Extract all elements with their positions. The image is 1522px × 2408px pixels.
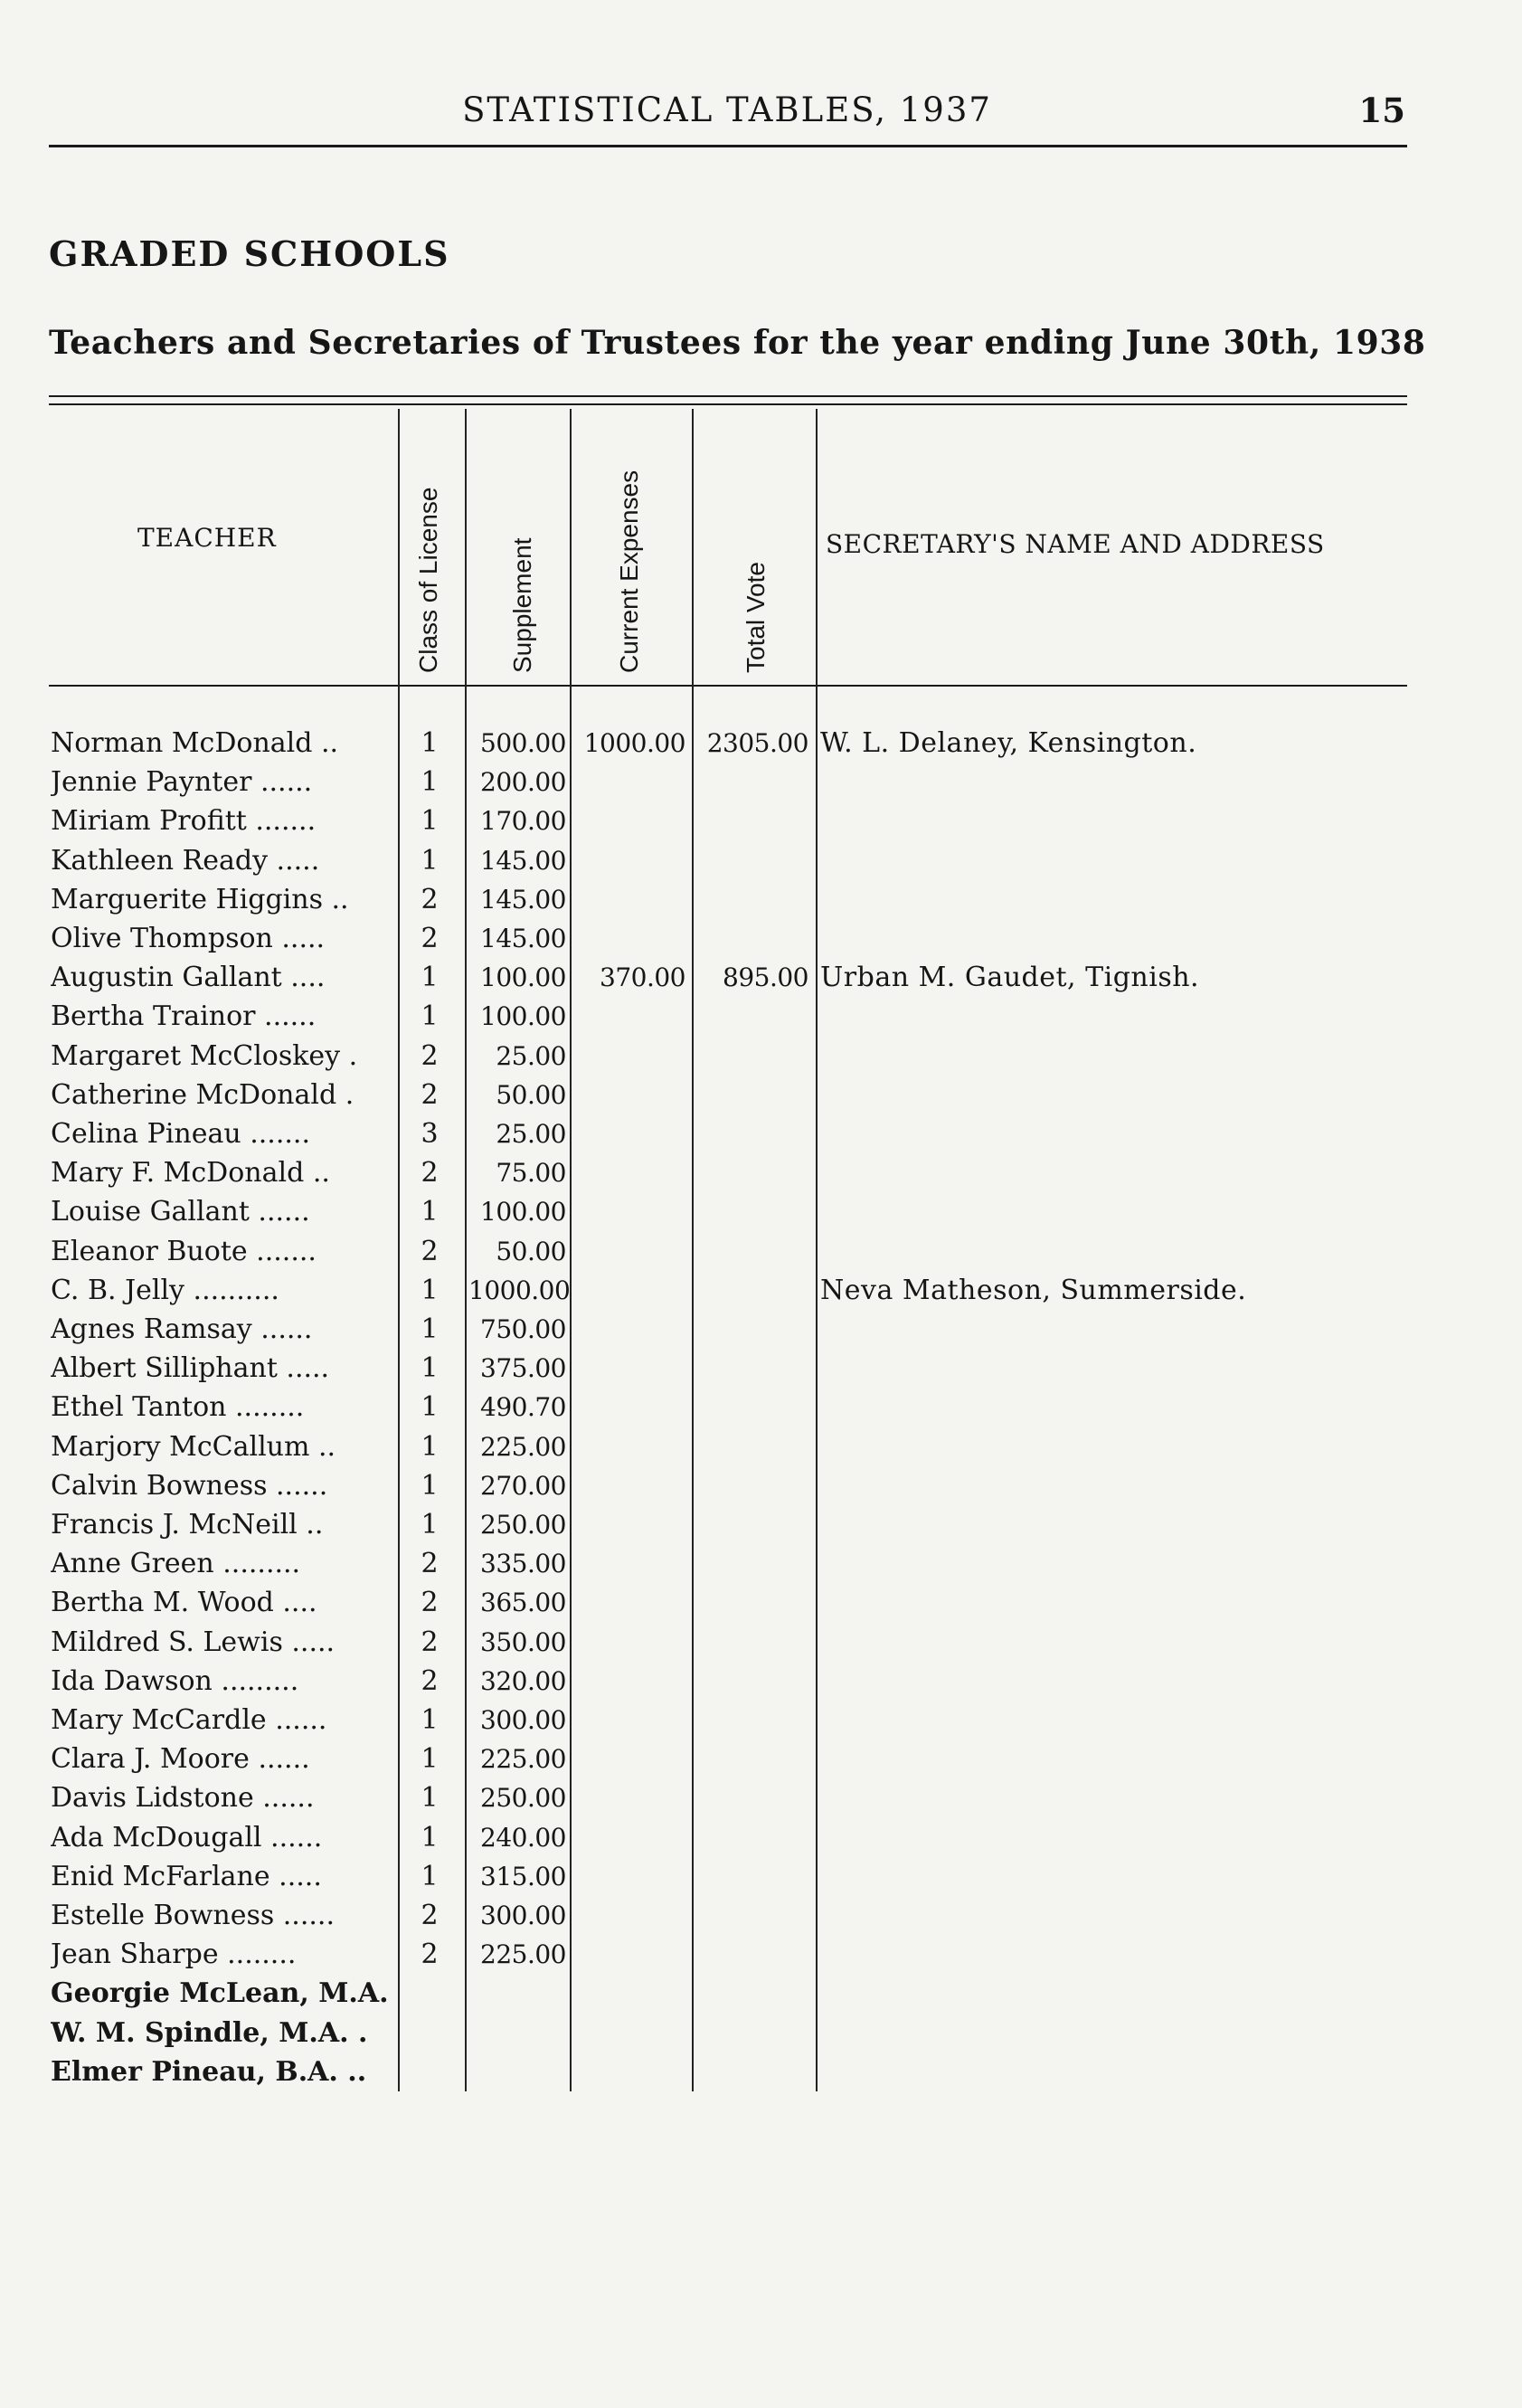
teacher-name: Margaret McCloskey . (51, 1039, 358, 1072)
supplement-amount: 100.00 (480, 1001, 566, 1032)
table-row (0, 1505, 1522, 1544)
table-row (0, 880, 1522, 919)
table-row (0, 2052, 1522, 2091)
supplement-amount: 320.00 (480, 1665, 566, 1696)
class-of-license: 1 (421, 1509, 439, 1541)
class-of-license: 2 (421, 1039, 439, 1072)
supplement-amount: 350.00 (480, 1626, 566, 1657)
teacher-name: Anne Green ......... (51, 1548, 301, 1580)
teacher-name: Ada McDougall ...... (51, 1821, 323, 1853)
supplement-amount: 375.00 (480, 1353, 566, 1384)
supplement-amount: 1000.00 (468, 1275, 571, 1305)
class-of-license: 2 (421, 1548, 439, 1580)
class-of-license: 2 (421, 923, 439, 954)
supplement-amount: 200.00 (480, 767, 566, 798)
table-subtitle: Teachers and Secretaries of Trustees for the year ending June 30th, 1938 (49, 324, 1426, 362)
column-header-teacher: TEACHER (137, 523, 277, 553)
teacher-name: Ethel Tanton ........ (51, 1391, 305, 1424)
supplement-amount: 75.00 (496, 1158, 566, 1189)
header-bottom-rule (49, 685, 1407, 687)
class-of-license: 1 (421, 962, 439, 994)
secretary-name-address: W. L. Delaney, Kensington. (820, 727, 1197, 759)
running-head (49, 87, 1405, 141)
table-row (0, 1388, 1522, 1427)
teacher-name: Ida Dawson ......... (51, 1664, 299, 1697)
teacher-name: Davis Lidstone ...... (51, 1782, 315, 1815)
teacher-name: Clara J. Moore ...... (51, 1743, 310, 1776)
teacher-name: Albert Silliphant ..... (51, 1352, 330, 1385)
teacher-name: Calvin Bowness ...... (51, 1469, 328, 1502)
teacher-name: Olive Thompson ..... (51, 923, 326, 954)
teacher-name: W. M. Spindle, M.A. . (51, 2016, 368, 2049)
table-row (0, 763, 1522, 801)
teacher-name: Elmer Pineau, B.A. .. (51, 2055, 367, 2088)
supplement-amount: 500.00 (480, 728, 566, 758)
teacher-name: Bertha Trainor ...... (51, 1000, 317, 1033)
column-header-supplement: Supplement (508, 537, 536, 673)
table-row (0, 1076, 1522, 1114)
table-row (0, 1974, 1522, 2013)
supplement-amount: 100.00 (480, 1197, 566, 1228)
table-row (0, 1818, 1522, 1857)
table-row (0, 1192, 1522, 1231)
table-row (0, 997, 1522, 1036)
table-row (0, 1701, 1522, 1740)
teacher-name: Georgie McLean, M.A. (51, 1977, 389, 2010)
teacher-name: Bertha M. Wood .... (51, 1587, 317, 1619)
teacher-name: Catherine McDonald . (51, 1078, 355, 1111)
supplement-amount: 490.70 (480, 1392, 566, 1423)
total-vote-amount: 2305.00 (706, 728, 808, 758)
teacher-name: Agnes Ramsay ...... (51, 1313, 313, 1345)
teacher-name: Miriam Profitt ....... (51, 805, 317, 838)
column-header-class: Class of License (414, 487, 442, 673)
supplement-amount: 145.00 (480, 884, 566, 915)
table-row (0, 1662, 1522, 1701)
supplement-amount: 50.00 (496, 1236, 566, 1266)
teacher-name: Augustin Gallant .... (51, 962, 326, 994)
class-of-license: 2 (421, 1664, 439, 1697)
table-row (0, 1544, 1522, 1583)
class-of-license: 2 (421, 1157, 439, 1190)
teacher-name: Jean Sharpe ........ (51, 1939, 297, 1971)
table-row (0, 724, 1522, 763)
supplement-amount: 50.00 (496, 1079, 566, 1110)
class-of-license: 1 (421, 1430, 439, 1463)
teacher-name: Louise Gallant ...... (51, 1196, 310, 1228)
class-of-license: 3 (421, 1118, 439, 1150)
class-of-license: 1 (421, 1704, 439, 1736)
table-row (0, 919, 1522, 958)
table-row (0, 1583, 1522, 1622)
teacher-name: Marjory McCallum .. (51, 1430, 336, 1463)
class-of-license: 2 (421, 1587, 439, 1619)
teacher-name: Celina Pineau ....... (51, 1118, 310, 1150)
teacher-name: Mildred S. Lewis ..... (51, 1626, 336, 1658)
column-header-secretary: SECRETARY'S NAME AND ADDRESS (826, 529, 1325, 559)
column-header-total-vote: Total Vote (742, 562, 770, 673)
teacher-name: Kathleen Ready ..... (51, 844, 320, 877)
class-of-license: 1 (421, 727, 439, 759)
table-row (0, 1037, 1522, 1076)
supplement-amount: 365.00 (480, 1588, 566, 1618)
supplement-amount: 25.00 (496, 1040, 566, 1071)
section-title: GRADED SCHOOLS (49, 233, 450, 274)
table-row (0, 1857, 1522, 1896)
class-of-license: 2 (421, 1626, 439, 1658)
table-row (0, 1466, 1522, 1505)
class-of-license: 1 (421, 1469, 439, 1502)
table-row (0, 1310, 1522, 1349)
teacher-name: C. B. Jelly .......... (51, 1274, 279, 1306)
supplement-amount: 315.00 (480, 1861, 566, 1891)
supplement-amount: 335.00 (480, 1549, 566, 1579)
class-of-license: 1 (421, 1743, 439, 1776)
table-row (0, 801, 1522, 840)
table-row (0, 1153, 1522, 1192)
supplement-amount: 25.00 (496, 1119, 566, 1149)
supplement-amount: 145.00 (480, 924, 566, 953)
class-of-license: 1 (421, 1782, 439, 1815)
current-expenses-amount: 370.00 (600, 962, 685, 993)
teacher-name: Marguerite Higgins .. (51, 883, 349, 915)
table-row (0, 1349, 1522, 1388)
class-of-license: 1 (421, 1352, 439, 1385)
table-row (0, 1271, 1522, 1310)
table-row (0, 1896, 1522, 1935)
teacher-name: Mary F. McDonald .. (51, 1157, 330, 1190)
teacher-name: Mary McCardle ...... (51, 1704, 327, 1736)
teacher-name: Eleanor Buote ....... (51, 1235, 317, 1267)
teacher-name: Norman McDonald .. (51, 727, 339, 759)
supplement-amount: 170.00 (480, 806, 566, 837)
secretary-name-address: Neva Matheson, Summerside. (820, 1274, 1247, 1306)
class-of-license: 1 (421, 1274, 439, 1306)
secretary-name-address: Urban M. Gaudet, Tignish. (820, 962, 1200, 994)
current-expenses-amount: 1000.00 (583, 728, 685, 758)
class-of-license: 2 (421, 1235, 439, 1267)
table-row (0, 1114, 1522, 1153)
supplement-amount: 225.00 (480, 1744, 566, 1775)
table-row (0, 2014, 1522, 2052)
header-rule (49, 145, 1407, 147)
supplement-amount: 240.00 (480, 1822, 566, 1853)
supplement-amount: 300.00 (480, 1901, 566, 1930)
class-of-license: 2 (421, 1078, 439, 1111)
supplement-amount: 250.00 (480, 1783, 566, 1814)
class-of-license: 1 (421, 1821, 439, 1853)
supplement-amount: 225.00 (480, 1939, 566, 1970)
supplement-amount: 270.00 (480, 1470, 566, 1501)
table-top-rule (49, 395, 1407, 397)
table-row (0, 1778, 1522, 1817)
page-number: 15 (1358, 90, 1405, 130)
table-row (0, 1935, 1522, 1974)
table-row (0, 1427, 1522, 1466)
class-of-license: 1 (421, 1000, 439, 1033)
class-of-license: 1 (421, 1391, 439, 1424)
class-of-license: 2 (421, 1939, 439, 1971)
supplement-amount: 100.00 (480, 962, 566, 993)
table-row (0, 1232, 1522, 1271)
class-of-license: 1 (421, 1860, 439, 1892)
class-of-license: 2 (421, 1900, 439, 1931)
table-top-rule-inner (49, 403, 1407, 405)
supplement-amount: 250.00 (480, 1510, 566, 1540)
class-of-license: 1 (421, 1313, 439, 1345)
supplement-amount: 300.00 (480, 1705, 566, 1735)
teacher-name: Enid McFarlane ..... (51, 1860, 322, 1892)
supplement-amount: 750.00 (480, 1314, 566, 1344)
table-row (0, 1623, 1522, 1662)
table-row (0, 1740, 1522, 1778)
supplement-amount: 145.00 (480, 845, 566, 876)
class-of-license: 1 (421, 1196, 439, 1228)
supplement-amount: 225.00 (480, 1431, 566, 1462)
total-vote-amount: 895.00 (723, 962, 808, 993)
teacher-name: Francis J. McNeill .. (51, 1509, 324, 1541)
column-header-current-expenses: Current Expenses (615, 469, 643, 673)
table-row (0, 958, 1522, 997)
class-of-license: 1 (421, 805, 439, 838)
teacher-name: Estelle Bowness ...... (51, 1900, 335, 1931)
class-of-license: 2 (421, 883, 439, 915)
class-of-license: 1 (421, 766, 439, 799)
table-row (0, 841, 1522, 880)
teacher-name: Jennie Paynter ...... (51, 766, 313, 799)
class-of-license: 1 (421, 844, 439, 877)
running-title: STATISTICAL TABLES, 1937 (462, 90, 992, 129)
